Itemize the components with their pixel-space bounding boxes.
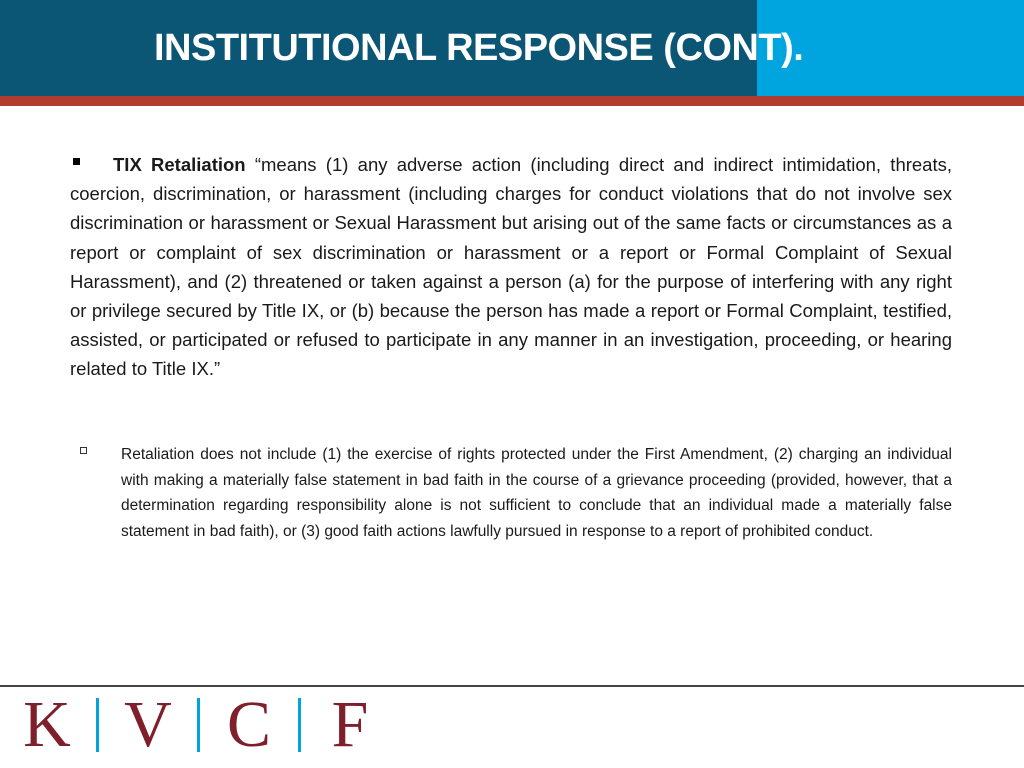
logo-separator xyxy=(197,698,200,752)
kvcf-logo xyxy=(22,688,375,761)
main-bullet xyxy=(70,150,952,384)
logo-letter-c: C xyxy=(226,688,272,761)
logo-letter-f: F xyxy=(331,688,369,761)
term-label: TIX Retaliation xyxy=(113,154,246,175)
logo-separator xyxy=(96,698,99,752)
logo-letter-v: V xyxy=(124,688,172,761)
term-definition: “means (1) any adverse action (including direct and indirect intimidation, threats, coercion, discrimination, or harassment (including charges for conduct violations that do not involve sex discrimination or harassment or Sexual Harassment but arising out of the same facts or circumstances as a report or complaint of sex discrimination or harassment or a report or Formal Complaint of Sexual Harassment), and (2) threatened or taken against a person (a) for the purpose of interfering with any right or privilege secured by Title IX, or (b) because the person has made a report or Formal Complaint, testified, assisted, or participated or refused to participate in any manner in an investigation, proceeding, or hearing related to Title IX.” xyxy=(70,154,952,380)
logo-separator xyxy=(298,698,301,752)
hollow-square-bullet-icon xyxy=(80,447,87,454)
sub-bullet-text: Retaliation does not include (1) the exercise of rights protected under the First Amendment, (2) charging an individual with making a materially false statement in bad faith in the course of a grievance proceeding (provided, however, that a determination regarding responsibility alone is not sufficient to conclude that an individual made a materially false statement in bad faith), or (3) good faith actions lawfully pursued in response to a report of prohibited conduct. xyxy=(121,446,952,540)
logo-letter-k: K xyxy=(23,688,71,761)
header-stripe xyxy=(0,96,1024,106)
slide-title: INSTITUTIONAL RESPONSE (CONT). xyxy=(154,27,804,69)
sub-bullet xyxy=(80,442,952,544)
square-bullet-icon xyxy=(73,158,80,165)
main-bullet-text xyxy=(70,150,952,384)
footer-divider xyxy=(0,685,1024,687)
